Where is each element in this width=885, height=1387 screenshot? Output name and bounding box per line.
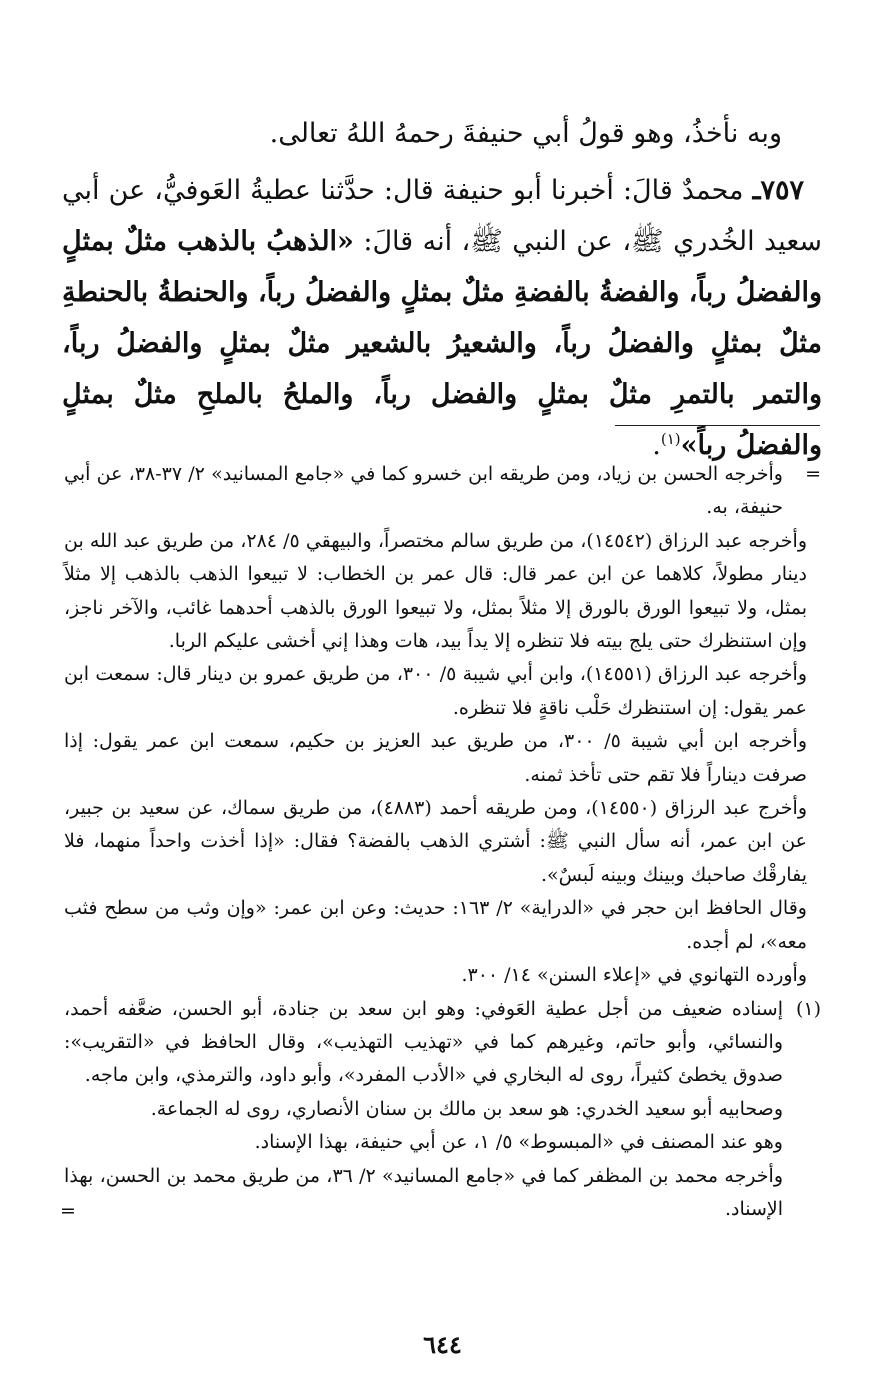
footnote-paragraph: وأخرج عبد الرزاق (١٤٥٥٠)، ومن طريقه أحمد (٤٨٨٣)، من طريق سماك، عن سعيد بن جبير، عن ابن عمر، أنه سأل النبي ﷺ: أشتري الذهب بالفضة؟ فقال: «إذا أخذت واحداً منهما، فلا يفارقْك صاحبك وبينك وبينه لَبسٌ». — [64, 797, 808, 886]
intro-paragraph: وبه نأخذُ، وهو قولُ أبي حنيفةَ رحمهُ اللهُ تعالى. — [269, 118, 782, 149]
footnote-1-paragraph: وصحابيه أبو سعيد الخدري: هو سعد بن مالك بن سنان الأنصاري، روى له الجماعة. — [150, 1097, 783, 1120]
footnote-1-paragraph: وهو عند المصنف في «المبسوط» ٥/ ١، عن أبي حنيفة، بهذا الإسناد. — [254, 1131, 783, 1154]
footnote-1-paragraph — [60, 1160, 807, 1227]
footnote-paragraph: وأخرجه عبد الرزاق (١٤٥٤٢)، من طريق سالم مختصراً، والبيهقي ٥/ ٢٨٤، من طريق عبد الله بن دينار مطولاً، كلاهما عن ابن عمر قال: قال عمر بن الخطاب: لا تبيعوا الذهب بالذهب إلا مثلاً بمثل، ولا تبيعوا الورق بالورق إلا مثلاً بمثل، ولا تبيعوا الورق بالذهب أحدهما غائب، والآخر ناجز، وإن استنظرك حتى يلج بيته فلا تنظره إلا يداً بيد، هات وهذا إني أخشى عليكم الربا. — [64, 529, 807, 653]
hadith-number: ٧٥٧ـ — [752, 175, 804, 206]
continuation-marker: = — [805, 463, 821, 485]
footnote-paragraph: وقال الحافظ ابن حجر في «الدراية» ٢/ ١٦٣: حديث: وعن ابن عمر: «وإن وثب من سطح فثب معه»، لم أجده. — [64, 897, 807, 953]
footnote-text: وأخرجه محمد بن المظفر كما في «جامع المسانيد» ٢/ ٣٦، من طريق محمد بن الحسن، بهذا الإسناد. — [64, 1164, 783, 1220]
continuation-end-marker: = — [60, 1199, 76, 1222]
footnote-paragraph: وأخرجه عبد الرزاق (١٤٥٥١)، وابن أبي شيبة ٥/ ٣٠٠، من طريق عمرو بن دينار قال: سمعت ابن عمر يقول: إن استنظرك حَلْب ناقةٍ فلا تنظره. — [64, 663, 807, 719]
main-text — [62, 108, 822, 471]
footnote-text: وأخرجه الحسن بن زياد، ومن طريقه ابن خسرو كما في «جامع المسانيد» ٢/ ٣٧-٣٨، عن أبي حنيفة، به. — [64, 463, 783, 519]
footnote-paragraph: وأخرجه ابن أبي شيبة ٥/ ٣٠٠، من طريق عبد العزيز بن حكيم، سمعت ابن عمر يقول: إذا صرفت ديناراً فلا تقم حتى تأخذ ثمنه. — [64, 730, 807, 786]
hadith-chain: محمدٌ قالَ: أخبرنا أبو حنيفة قال: حدَّثنا عطيةُ العَوفيُّ، عن أبي سعيد الخُدري ﷺ، عن النبي ﷺ، أنه قالَ: — [62, 175, 822, 257]
footnote-separator — [615, 425, 820, 426]
hadith-end: . — [652, 430, 661, 461]
footnote-continuation-paragraph — [64, 458, 821, 525]
footnote-text: إسناده ضعيف من أجل عطية العَوفي: وهو ابن سعد بن جنادة، أبو الحسن، ضعَّفه أحمد، والنسائي، وأبو حاتم، وغيرهم كما في «تهذيب التهذيب»، وقال الحافظ في «التقريب»: صدوق يخطئ كثيراً، روى له البخاري في «الأدب المفرد»، وأبو داود، والترمذي، وابن ماجه. — [64, 997, 783, 1087]
hadith-quote: «الذهبُ بالذهب مثلٌ بمثلٍ والفضلُ رباً، والفضةُ بالفضةِ مثلٌ بمثلٍ والفضلُ رباً، والحنطةُ بالحنطةِ مثلٌ بمثلٍ والفضلُ رباً، والشعيرُ بالشعير مثلٌ بمثلٍ والفضلُ رباً، والتمر بالتمرِ مثلٌ بمثلٍ والفضل رباً، والملحُ بالملحِ مثلٌ بمثلٍ والفضلُ رباً» — [62, 226, 822, 461]
footnote-1-marker: (١) — [795, 997, 821, 1020]
footnote-1-paragraph — [64, 993, 821, 1093]
footnotes — [60, 458, 821, 1226]
footnote-reference: (١) — [660, 430, 681, 448]
footnote-paragraph: وأورده التهانوي في «إعلاء السنن» ١٤/ ٣٠٠. — [461, 964, 807, 987]
page-number: ٦٤٤ — [423, 1330, 462, 1359]
